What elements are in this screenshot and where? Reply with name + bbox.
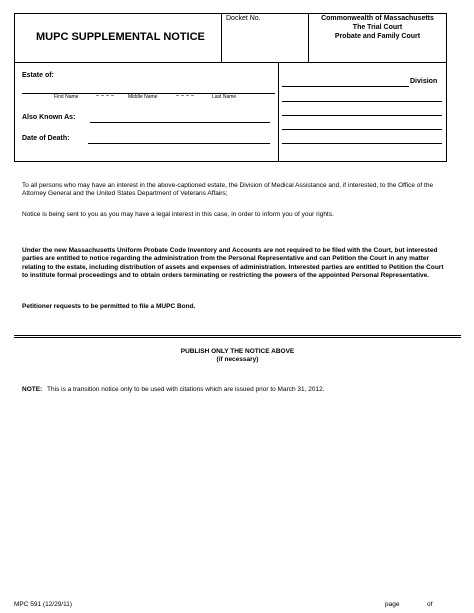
estate-label: Estate of: <box>22 72 54 79</box>
last-name-caption: Last Name <box>212 94 237 100</box>
docket-label: Docket No. <box>226 15 261 22</box>
division-line-3[interactable] <box>282 115 442 116</box>
name-separator-2 <box>176 95 194 96</box>
court-line-1: Commonwealth of Massachusetts <box>321 15 434 22</box>
intro-paragraph: To all persons who may have an interest in the above-captioned estate, the Division of Medical Assistance and, if interested, to the Office of the Attorney General and the United States Department of Veterans Affairs; <box>22 182 434 198</box>
division-line-2[interactable] <box>282 101 442 102</box>
estate-division-divider <box>278 62 279 162</box>
form-title: MUPC SUPPLEMENTAL NOTICE <box>36 31 205 43</box>
court-line-2: The Trial Court <box>352 24 403 31</box>
dod-field[interactable] <box>88 143 270 144</box>
dod-label: Date of Death: <box>22 135 70 142</box>
note-text: This is a transition notice only to be used with citations which are issued prior to March 31, 2012. <box>47 386 325 393</box>
of-label: of <box>427 601 433 608</box>
name-separator-1 <box>96 95 114 96</box>
division-label: Division <box>410 78 438 85</box>
first-name-caption: First Name <box>54 94 79 100</box>
notice-paragraph: Notice is being sent to you as you may have a legal interest in this case, in order to inform you of your rights. <box>22 211 334 218</box>
mupc-paragraph: Under the new Massachusetts Uniform Probate Code Inventory and Accounts are not required to be filed with the Court, but interested parties are entitled to notice regarding the administration from the Personal Representative and can Petition the Court in any matter relating to the estate, including distribution of assets and expenses of administration. Interested parties are entitled to Petition the Court to institute formal proceedings and to obtain orders terminating or restricting the powers of the appointed Personal Representative. <box>22 247 444 280</box>
division-line-4[interactable] <box>282 129 442 130</box>
middle-name-caption: Middle Name <box>128 94 158 100</box>
page-label: page <box>385 601 400 608</box>
publish-subtitle: (if necessary) <box>216 356 259 363</box>
docket-court-divider <box>308 13 309 62</box>
publish-title: PUBLISH ONLY THE NOTICE ABOVE <box>180 348 295 355</box>
publish-rule <box>14 335 461 338</box>
court-line-3: Probate and Family Court <box>334 33 421 40</box>
note-line <box>22 386 454 394</box>
form-id: MPC 591 (12/29/11) <box>14 601 73 608</box>
header-divider <box>14 62 447 63</box>
title-docket-divider <box>221 13 222 62</box>
aka-field[interactable] <box>90 122 270 123</box>
note-label: NOTE: <box>22 386 43 393</box>
division-line-5[interactable] <box>282 143 442 144</box>
aka-label: Also Known As: <box>22 114 76 121</box>
division-field[interactable] <box>282 86 409 87</box>
petitioner-line: Petitioner requests to be permitted to file a MUPC Bond. <box>22 303 196 310</box>
